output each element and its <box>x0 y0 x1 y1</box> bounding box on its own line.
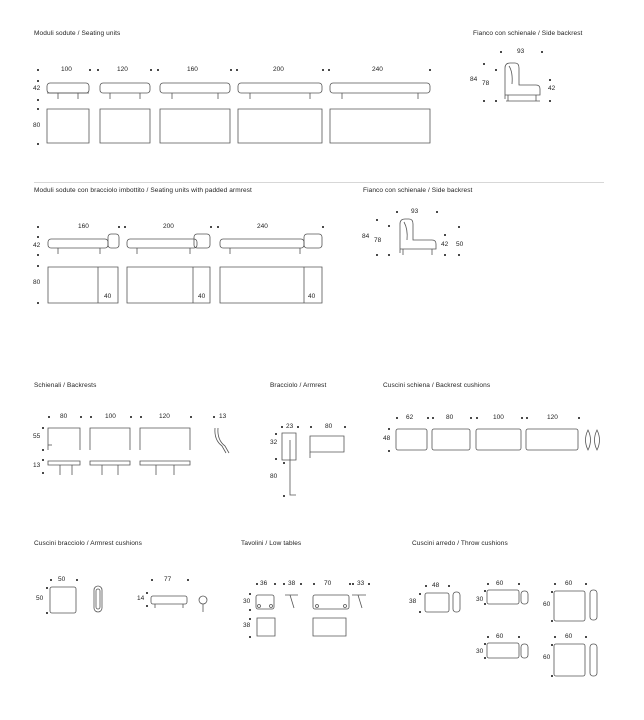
section-title-armrest: Bracciolo / Armrest <box>270 382 327 389</box>
dim-side2-h-inner: 78 <box>374 237 382 244</box>
dim-armrest-w2: 80 <box>325 423 333 430</box>
dim-padded-arm-1: 40 <box>104 293 112 300</box>
dim-bcush-width-80: 80 <box>446 414 454 421</box>
dim-table-d: 38 <box>243 622 251 629</box>
armrest-cushions-drawing <box>50 586 207 613</box>
dim-throw-30a: 30 <box>476 596 484 603</box>
dim-side1-width: 93 <box>517 48 525 55</box>
section-title-seating-units: Moduli sodute / Seating units <box>34 30 121 37</box>
dim-table-width-70: 70 <box>324 580 332 587</box>
dim-padded-width-240: 240 <box>257 223 268 230</box>
side-backrest-1-drawing <box>505 63 540 101</box>
section-title-side-backrest-1: Fianco con schienale / Side backrest <box>473 30 583 37</box>
dim-throw-48: 48 <box>432 582 440 589</box>
dim-side2-arm: 50 <box>456 241 464 248</box>
section-title-backrests: Schienali / Backrests <box>34 382 97 389</box>
dim-throw-60e: 60 <box>565 633 573 640</box>
low-tables-drawing <box>256 595 366 636</box>
dim-acush2-h: 14 <box>137 595 145 602</box>
dim-throw-38: 38 <box>409 598 417 605</box>
dim-bcush-width-62: 62 <box>406 414 414 421</box>
dim-acush-w: 50 <box>58 576 66 583</box>
section-title-backrest-cushions: Cuscini schiena / Backrest cushions <box>383 382 491 389</box>
dim-padded-width-160: 160 <box>78 223 89 230</box>
backrest-cushions-drawing <box>396 429 600 450</box>
section-title-side-backrest-2: Fianco con schienale / Side backrest <box>363 187 473 194</box>
dim-backrest-height: 55 <box>33 433 41 440</box>
dim-side1-h-outer: 84 <box>470 76 478 83</box>
section-title-throw-cushions: Cuscini arredo / Throw cushions <box>412 540 508 547</box>
dim-seat-depth: 80 <box>33 122 41 129</box>
dim-table-h: 30 <box>243 598 251 605</box>
dim-table-width-36: 36 <box>260 580 268 587</box>
dim-armrest-w1: 23 <box>286 423 294 430</box>
seating-padded-drawing <box>48 234 322 303</box>
dim-throw-60a: 60 <box>496 580 504 587</box>
dim-padded-width-200: 200 <box>163 223 174 230</box>
dim-backrest-width-80: 80 <box>60 413 68 420</box>
dim-seat-height: 42 <box>33 85 41 92</box>
backrests-drawing <box>48 428 229 475</box>
dim-side2-h-outer: 84 <box>362 233 370 240</box>
dim-seat-width-120: 120 <box>117 66 128 73</box>
dim-padded-arm-2: 40 <box>198 293 206 300</box>
dim-table-width-38: 38 <box>288 580 296 587</box>
dim-backrest-width-120: 120 <box>159 413 170 420</box>
dim-backrest-width-100: 100 <box>105 413 116 420</box>
dim-throw-60b: 60 <box>565 580 573 587</box>
dim-seat-width-100: 100 <box>61 66 72 73</box>
dim-acush2-w: 77 <box>164 576 172 583</box>
dim-bcush-height: 48 <box>383 435 391 442</box>
dim-backrest-profile: 13 <box>219 413 227 420</box>
dim-throw-60d: 60 <box>496 633 504 640</box>
dim-seat-width-200: 200 <box>273 66 284 73</box>
dim-bcush-width-100: 100 <box>493 414 504 421</box>
dim-acush-h: 50 <box>36 595 44 602</box>
section-title-seating-padded: Moduli sodute con bracciolo imbottito / Seating units with padded armrest <box>34 187 252 194</box>
dim-throw-60f: 60 <box>543 654 551 661</box>
section-divider <box>34 182 604 183</box>
dim-side1-h-inner: 78 <box>482 80 490 87</box>
section-title-low-tables: Tavolini / Low tables <box>241 540 302 547</box>
section-title-armrest-cushions: Cuscini bracciolo / Armrest cushions <box>34 540 142 547</box>
dim-bcush-width-120: 120 <box>547 414 558 421</box>
dim-side2-seat: 42 <box>441 241 449 248</box>
dim-armrest-h: 32 <box>270 439 278 446</box>
armrest-drawing <box>282 433 344 495</box>
dim-table-width-33: 33 <box>357 580 365 587</box>
dim-throw-60c: 60 <box>543 601 551 608</box>
dim-throw-30b: 30 <box>476 648 484 655</box>
side-backrest-2-drawing <box>400 219 436 255</box>
dim-seat-width-160: 160 <box>187 66 198 73</box>
dim-backrest-depth: 13 <box>33 462 41 469</box>
dim-side1-seat: 42 <box>548 85 556 92</box>
dim-padded-arm-3: 40 <box>308 293 316 300</box>
dim-padded-height: 42 <box>33 242 41 249</box>
dim-seat-width-240: 240 <box>372 66 383 73</box>
seating-units-drawing <box>47 83 430 143</box>
dim-side2-width: 93 <box>411 208 419 215</box>
dim-padded-depth: 80 <box>33 279 41 286</box>
dim-armrest-d: 80 <box>270 473 278 480</box>
